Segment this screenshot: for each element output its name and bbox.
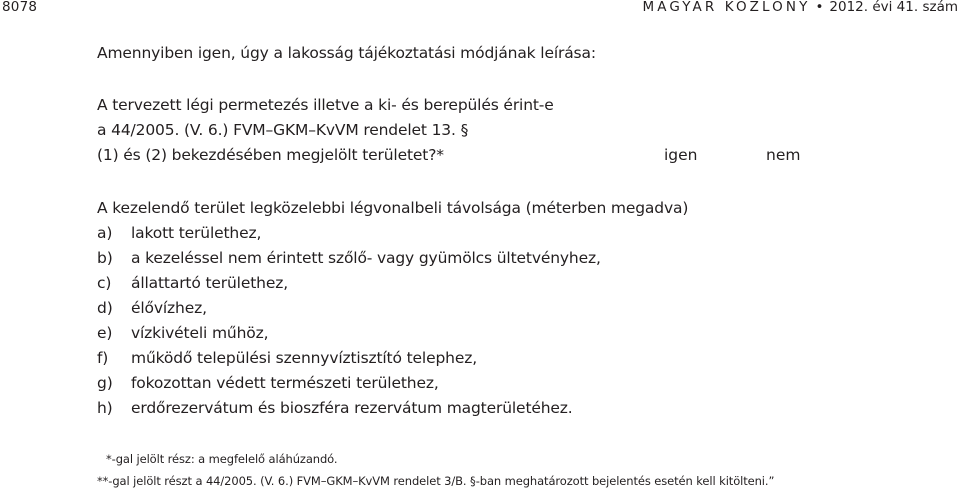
question-line-1: A tervezett légi permetezés illetve a ki- és berepülés érint-e [97, 96, 554, 114]
running-header [0, 0, 960, 16]
list-item-text: állattartó területhez, [131, 274, 288, 292]
question-line-2: a 44/2005. (V. 6.) FVM–GKM–KvVM rendelet 13. § [97, 121, 469, 139]
journal-title: MAGYAR KÖZLÖNY [642, 0, 811, 15]
list-item-text: vízkivételi műhöz, [131, 324, 269, 342]
list-item-letter: b) [97, 249, 113, 267]
list-item [97, 399, 573, 417]
list-item-letter: h) [97, 399, 113, 417]
list-item [97, 349, 477, 367]
list-item-text: működő települési szennyvíztisztító telephez, [131, 349, 477, 367]
list-item-text: a kezeléssel nem érintett szőlő- vagy gyümölcs ültetvényhez, [131, 249, 601, 267]
distance-heading: A kezelendő terület legközelebbi légvonalbeli távolsága (méterben megadva) [97, 199, 689, 217]
footnote-1: *-gal jelölt rész: a megfelelő aláhúzandó. [106, 452, 338, 466]
bullet-separator: • [815, 0, 824, 15]
running-head [642, 0, 958, 15]
list-item-text: lakott területhez, [131, 224, 262, 242]
list-item-letter: a) [97, 224, 113, 242]
issue-info: 2012. évi 41. szám [829, 0, 958, 15]
list-item-text: fokozottan védett természeti területhez, [131, 374, 439, 392]
list-item-letter: f) [97, 349, 109, 367]
list-item [97, 324, 268, 342]
option-no: nem [766, 146, 801, 164]
list-item-letter: e) [97, 324, 113, 342]
list-item-letter: g) [97, 374, 113, 392]
footnote-2: **-gal jelölt részt a 44/2005. (V. 6.) FVM–GKM–KvVM rendelet 3/B. §-ban meghatározott bejelentés esetén kell kitölteni.” [97, 474, 775, 488]
list-item [97, 299, 207, 317]
list-item-letter: d) [97, 299, 113, 317]
list-item [97, 374, 439, 392]
list-item-letter: c) [97, 274, 112, 292]
list-item [97, 274, 288, 292]
list-item-text: erdőrezervátum és bioszféra rezervátum magterületéhez. [131, 399, 573, 417]
list-item [97, 224, 261, 242]
page-number: 8078 [2, 0, 38, 15]
list-item-text: élővízhez, [131, 299, 207, 317]
option-yes: igen [664, 146, 698, 164]
list-item [97, 249, 601, 267]
intro-text: Amennyiben igen, úgy a lakosság tájékoztatási módjának leírása: [97, 44, 596, 62]
question-line-3: (1) és (2) bekezdésében megjelölt területet?* [97, 146, 444, 164]
